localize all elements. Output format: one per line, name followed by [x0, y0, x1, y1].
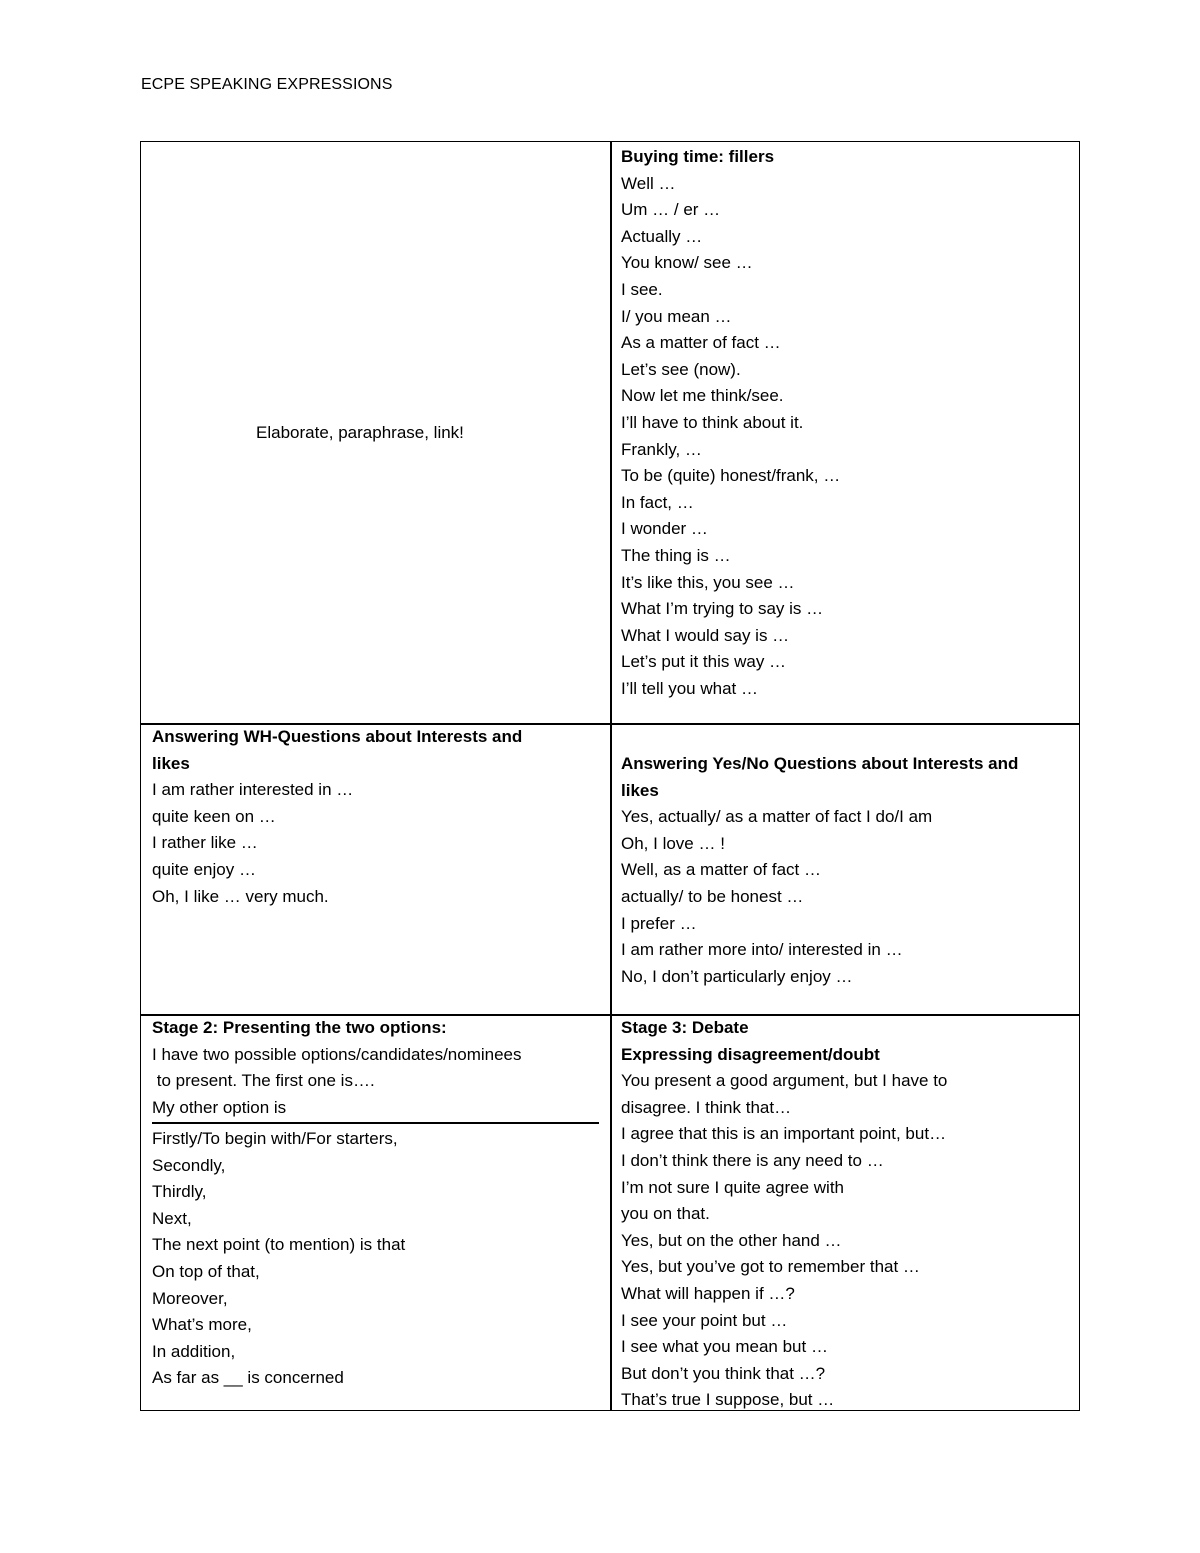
filler-item: Actually … [621, 226, 703, 246]
yes-no-answer-item: Oh, I love … ! [621, 833, 725, 853]
disagreement-item: you on that. [621, 1204, 710, 1224]
wh-answer-item: quite enjoy … [152, 859, 256, 879]
filler-item: I’ll have to think about it. [621, 412, 804, 432]
filler-item: What I’m trying to say is … [621, 599, 824, 619]
cell-r2-right [621, 751, 1018, 990]
cell-r3-right [621, 1015, 947, 1414]
page-header-title: ECPE SPEAKING EXPRESSIONS [141, 76, 393, 93]
filler-item: To be (quite) honest/frank, … [621, 466, 841, 486]
yes-no-answer-item: actually/ to be honest … [621, 886, 804, 906]
sequencer-item: In addition, [152, 1341, 236, 1361]
sequencer-item: On top of that, [152, 1261, 260, 1281]
yes-no-answer-item: I am rather more into/ interested in … [621, 940, 903, 960]
filler-item: Now let me think/see. [621, 386, 784, 406]
cell-r3-left-list [152, 1126, 405, 1392]
sequencer-item: The next point (to mention) is that [152, 1235, 406, 1255]
disagreement-item: I don’t think there is any need to … [621, 1150, 884, 1170]
filler-item: I’ll tell you what … [621, 678, 758, 698]
disagreement-item: But don’t you think that …? [621, 1363, 826, 1383]
cell-r1-left-text: Elaborate, paraphrase, link! [256, 423, 464, 442]
disagreement-item: I see what you mean but … [621, 1337, 828, 1357]
yes-no-answer-item: I prefer … [621, 913, 697, 933]
stage-2-intro-line: I have two possible options/candidates/nominees [152, 1044, 522, 1064]
wh-answer-item: I rather like … [152, 833, 258, 853]
filler-item: Well … [621, 173, 676, 193]
sequencer-item: Secondly, [152, 1155, 226, 1175]
sequencer-item: Firstly/To begin with/For starters, [152, 1129, 398, 1148]
sequencer-item: As far as __ is concerned [152, 1368, 344, 1388]
stage-2-intro-line: to present. The first one is…. [152, 1071, 375, 1091]
sequencer-item: Thirdly, [152, 1182, 207, 1202]
cell-r1-right [621, 144, 840, 702]
filler-item: What I would say is … [621, 625, 790, 645]
sequencer-item: What’s more, [152, 1315, 252, 1335]
disagreement-item: That’s true I suppose, but … [621, 1390, 835, 1410]
column-divider [610, 142, 612, 1410]
wh-answer-item: quite keen on … [152, 806, 276, 826]
wh-questions-heading-cont: likes [152, 753, 190, 773]
yes-no-answer-item: Yes, actually/ as a matter of fact I do/I am [621, 807, 933, 827]
expressions-table [140, 141, 1080, 1411]
wh-questions-heading: Answering WH-Questions about Interests and [152, 727, 523, 746]
disagreement-item: disagree. I think that… [621, 1097, 792, 1117]
disagreement-item: I’m not sure I quite agree with [621, 1177, 845, 1197]
sequencer-item: Moreover, [152, 1288, 228, 1308]
filler-item: In fact, … [621, 492, 694, 512]
yes-no-answer-item: No, I don’t particularly enjoy … [621, 966, 853, 986]
stage-2-intro-line: My other option is [152, 1097, 287, 1117]
cell-r3-left [152, 1015, 522, 1121]
filler-item: The thing is … [621, 545, 731, 565]
filler-item: I/ you mean … [621, 306, 732, 326]
filler-item: Um … / er … [621, 200, 721, 220]
disagreement-item: Yes, but you’ve got to remember that … [621, 1257, 920, 1277]
disagreement-heading: Expressing disagreement/doubt [621, 1044, 880, 1064]
disagreement-item: Yes, but on the other hand … [621, 1230, 842, 1250]
yes-no-heading-cont: likes [621, 780, 659, 800]
filler-item: It’s like this, you see … [621, 572, 795, 592]
stage-2-heading: Stage 2: Presenting the two options: [152, 1018, 447, 1037]
yes-no-heading: Answering Yes/No Questions about Interests and [621, 754, 1019, 773]
disagreement-item: You present a good argument, but I have to [621, 1071, 948, 1091]
disagreement-item: I see your point but … [621, 1310, 788, 1330]
filler-item: I see. [621, 279, 663, 299]
cell-r2-left [152, 724, 522, 910]
stage-3-heading: Stage 3: Debate [621, 1018, 749, 1037]
filler-item: Let’s put it this way … [621, 652, 787, 672]
wh-answer-item: Oh, I like … very much. [152, 886, 329, 906]
filler-item: As a matter of fact … [621, 333, 781, 353]
section-rule [152, 1122, 599, 1124]
disagreement-item: I agree that this is an important point, but… [621, 1124, 947, 1144]
yes-no-answer-item: Well, as a matter of fact … [621, 860, 821, 880]
filler-item: Let’s see (now). [621, 359, 741, 379]
fillers-heading: Buying time: fillers [621, 147, 775, 166]
filler-item: Frankly, … [621, 439, 702, 459]
disagreement-item: What will happen if …? [621, 1283, 795, 1303]
filler-item: I wonder … [621, 519, 708, 539]
filler-item: You know/ see … [621, 253, 753, 273]
sequencer-item: Next, [152, 1208, 192, 1228]
wh-answer-item: I am rather interested in … [152, 780, 354, 800]
